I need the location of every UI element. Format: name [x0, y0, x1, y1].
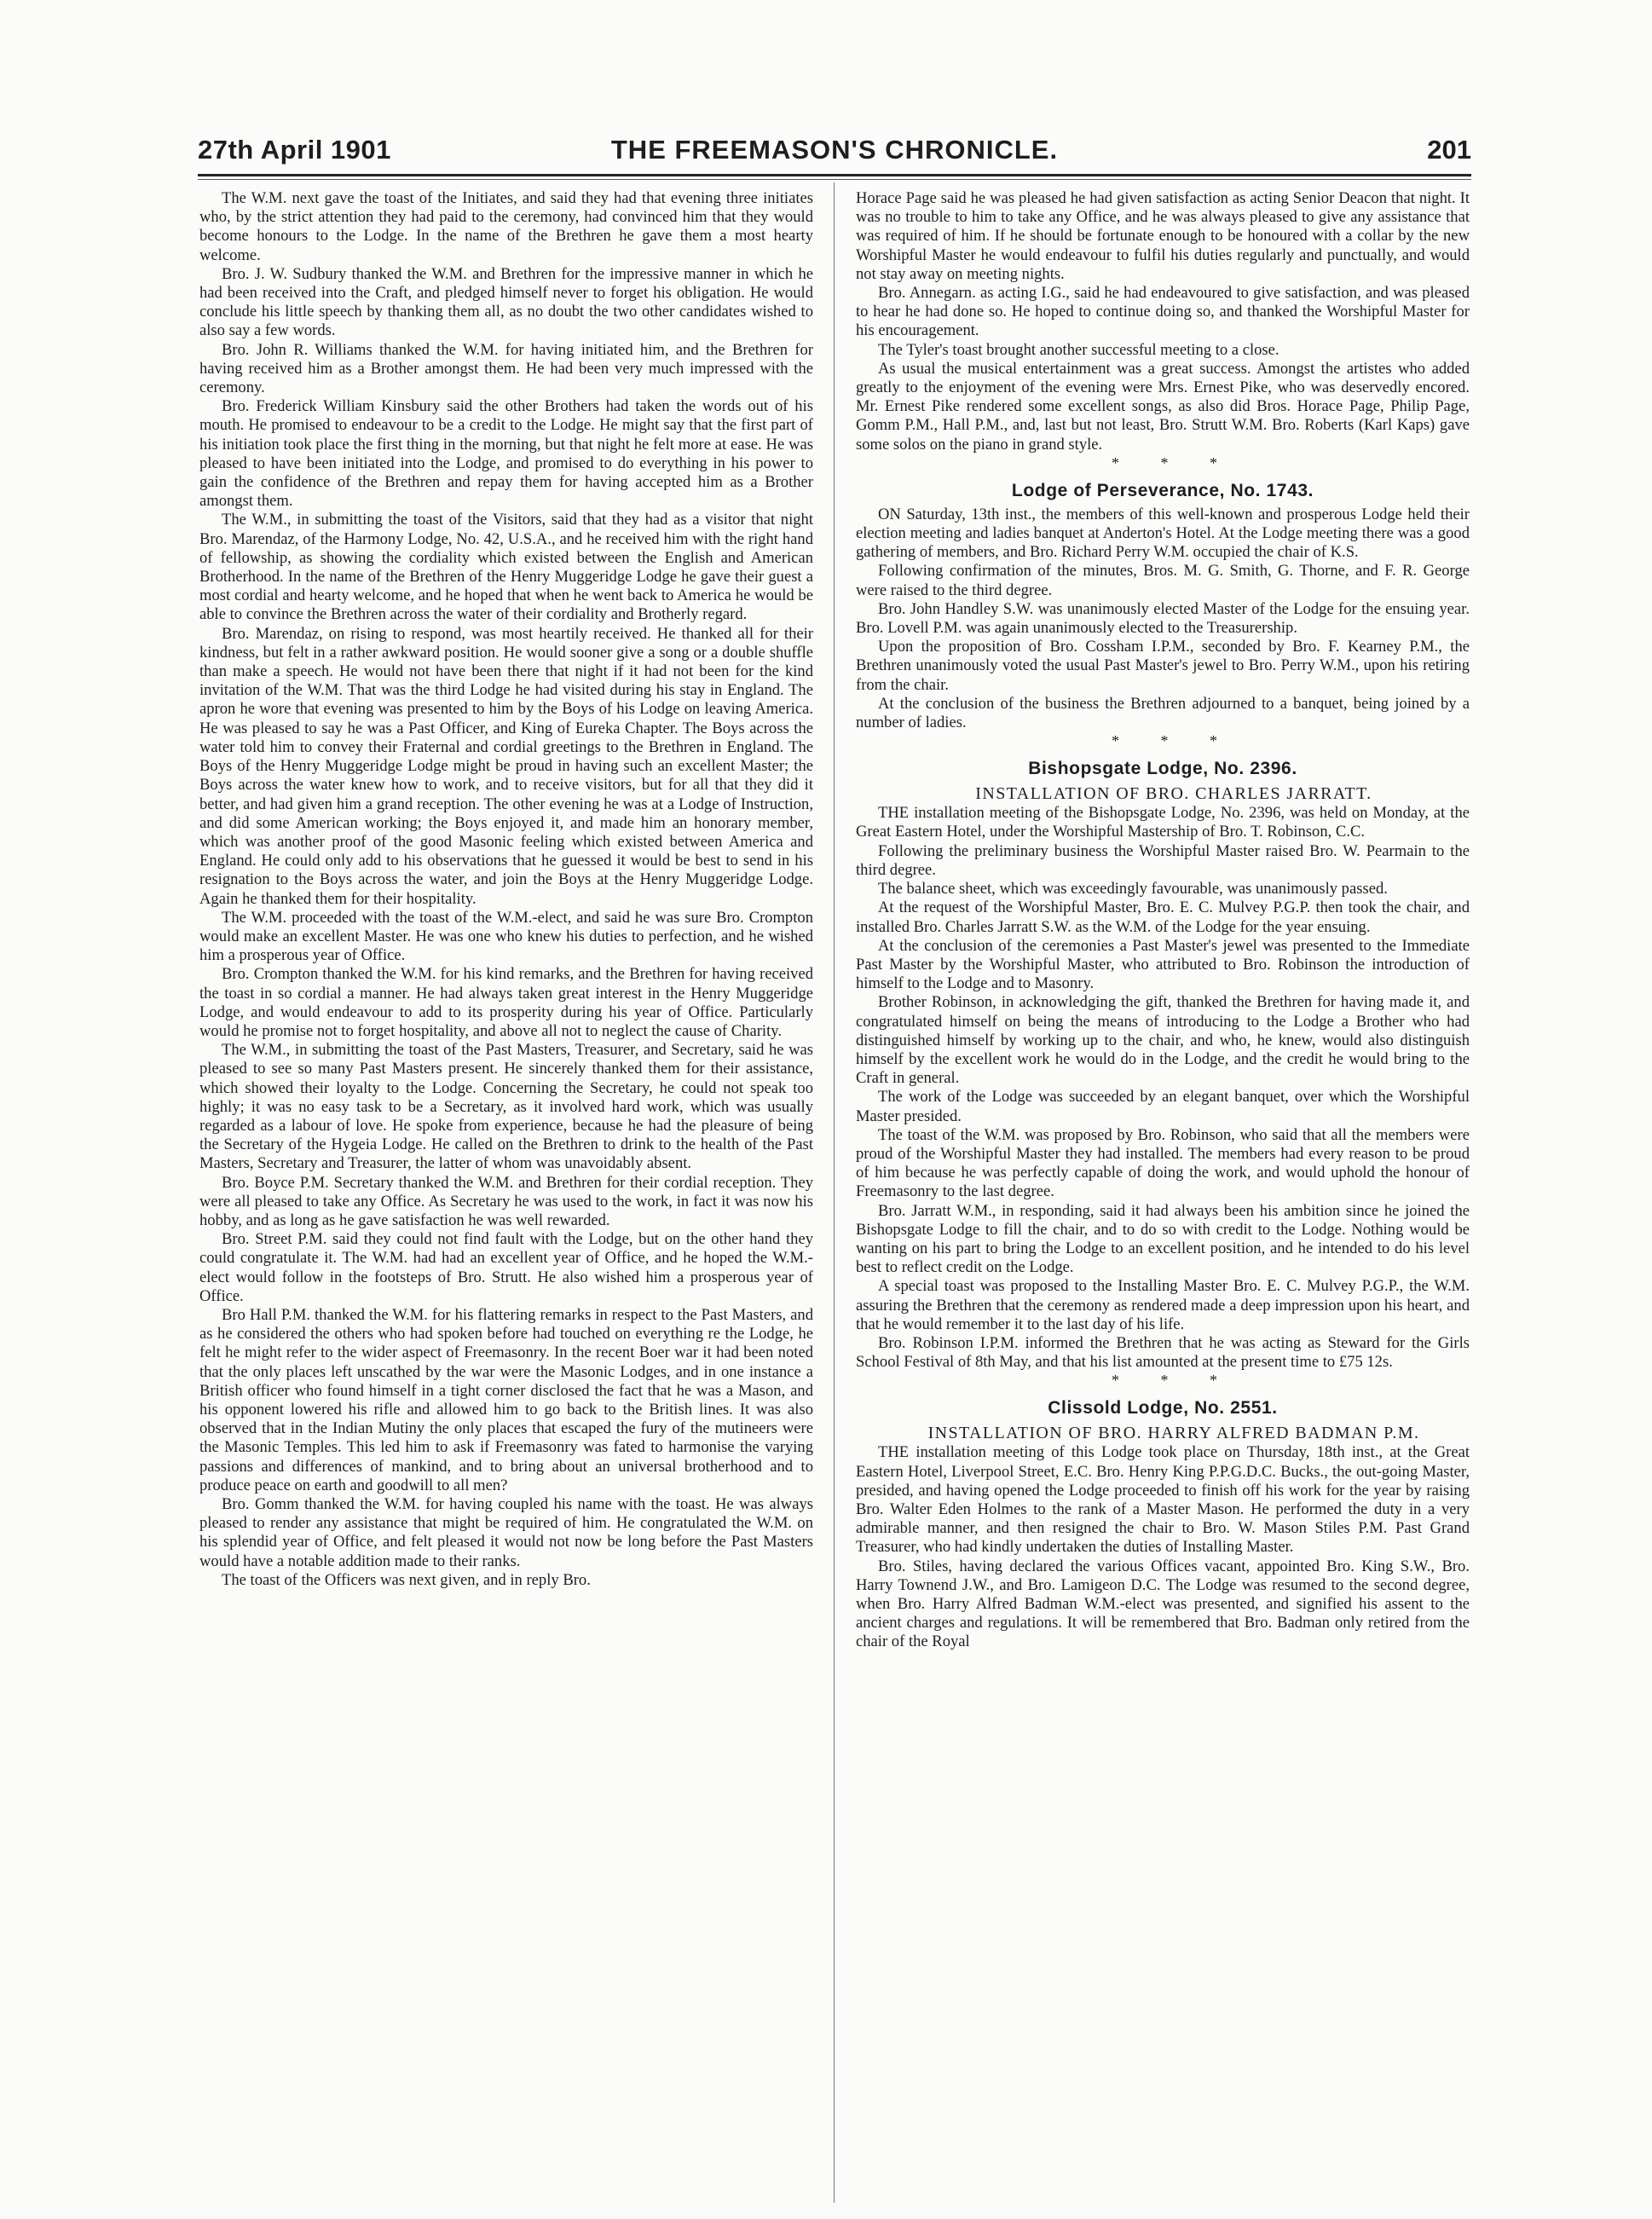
paragraph: The toast of the W.M. was proposed by Bro. Robinson, who said that all the members were proud of the Worshipful Master they had installed. The members had every reason to be proud of him because he was perfectly capable of doing the work, and would uphold the honour of Freemasonry to the last degree.: [856, 1125, 1470, 1201]
paragraph: Bro. Street P.M. said they could not find fault with the Lodge, but on the other hand they could congratulate it. The W.M. had had an excellent year of Office, and he hoped the W.M.-elect would follow in the footsteps of Bro. Strutt. He also wished him a prosperous year of Office.: [199, 1230, 813, 1305]
paragraph: Upon the proposition of Bro. Cossham I.P.M., seconded by Bro. F. Kearney P.M., the Brethren unanimously voted the usual Past Master's jewel to Bro. Perry W.M., upon his retiring from the chair.: [856, 638, 1470, 694]
paragraph: ON Saturday, 13th inst., the members of this well-known and prosperous Lodge held their election meeting and ladies banquet at Anderton's Hotel. At the Lodge meeting there was a good gathering of members, and Bro. Richard Perry W.M. occupied the chair of K.S.: [856, 505, 1470, 562]
paragraph: THE installation meeting of the Bishopsgate Lodge, No. 2396, was held on Monday, at the Great Eastern Hotel, under the Worshipful Mastership of Bro. T. Robinson, C.C.: [856, 804, 1470, 841]
paragraph: The W.M. proceeded with the toast of the W.M.-elect, and said he was sure Bro. Crompton would make an excellent Master. He was one who knew his duties to perfection, and he wished him a prosperous year of Office.: [199, 908, 813, 965]
paragraph: Bro. J. W. Sudbury thanked the W.M. and Brethren for the impressive manner in which he had been received into the Craft, and pledged himself never to forget his obligation. He would conclude his little speech by thanking them all, as no doubt the two other candidates wished to also say a few words.: [199, 264, 813, 340]
section-separator: * * *: [1112, 732, 1236, 750]
paragraph: Horace Page said he was pleased he had given satisfaction as acting Senior Deacon that night. It was no trouble to him to take any Office, and he was always pleased to give any assistance that was required of him. If he should be fortunate enough to be honoured with a collar by the new Worshipful Master he would endeavour to fulfil his duties regularly and punctually, and would not stay away on meeting nights.: [856, 189, 1470, 283]
publication-title: THE FREEMASON'S CHRONICLE.: [610, 135, 1059, 165]
paragraph: The work of the Lodge was succeeded by an elegant banquet, over which the Worshipful Master presided.: [856, 1088, 1470, 1125]
paragraph: At the request of the Worshipful Master, Bro. E. C. Mulvey P.G.P. then took the chair, and installed Bro. Charles Jarratt S.W. as the W.M. of the Lodge for the year ensuing.: [856, 899, 1470, 936]
paragraph: Bro. Frederick William Kinsbury said the other Brothers had taken the words out of his mouth. He promised to endeavour to be a credit to the Lodge. He might say that the first part of his initiation took place the first thing in the morning, but that night he felt more at ease. He was pleased to have been initiated into the Lodge, and promised to do everything in his power to gain the confidence of the Brethren and repay them for having accepted him as a Brother amongst them.: [199, 397, 813, 511]
paragraph: Brother Robinson, in acknowledging the gift, thanked the Brethren for having made it, and congratulated himself on being the means of introducing to the Lodge a Brother who had distinguished himself by working up to the chair, and who, he knew, would also distinguish himself by the excellent work he would do in the Lodge, and the credit he would bring to the Craft in general.: [856, 993, 1470, 1088]
paragraph: The balance sheet, which was exceedingly favourable, was unanimously passed.: [878, 880, 1388, 899]
paragraph: The W.M. next gave the toast of the Initiates, and said they had that evening three initiates who, by the strict attention they had paid to the ceremony, had convinced him that they would become honours to the Lodge. In the name of the Brethren he gave them a most hearty welcome.: [199, 189, 813, 264]
masthead: [198, 135, 1471, 169]
section-heading: Bishopsgate Lodge, No. 2396.: [1028, 759, 1297, 779]
paragraph: At the conclusion of the business the Brethren adjourned to a banquet, being joined by a number of ladies.: [856, 694, 1470, 732]
paragraph: THE installation meeting of this Lodge took place on Thursday, 18th inst., at the Great Eastern Hotel, Liverpool Street, E.C. Bro. Henry King P.P.G.D.C. Bucks., the out-going Master, presided, and having opened the Lodge proceeded to finish off his work for the year by raising Bro. Walter Eden Holmes to the rank of a Master Mason. He performed the duty in a very admirable manner, and then resigned the chair to Bro. W. Mason Stiles P.M. Past Grand Treasurer, who had kindly undertaken the duties of Installing Master.: [856, 1443, 1470, 1557]
paragraph: Bro. John Handley S.W. was unanimously elected Master of the Lodge for the ensuing year. Bro. Lovell P.M. was again unanimously elected to the Treasurership.: [856, 599, 1470, 638]
paragraph: A special toast was proposed to the Installing Master Bro. E. C. Mulvey P.G.P., the W.M. assuring the Brethren that the ceremony as rendered made a deep impression upon his heart, and that he would remember it to the last day of his life.: [856, 1277, 1470, 1333]
paragraph: Bro. Annegarn. as acting I.G., said he had endeavoured to give satisfaction, and was pleased to hear he had done so. He hoped to continue doing so, and thanked the Worshipful Master for his encouragement.: [856, 284, 1470, 340]
paragraph: At the conclusion of the ceremonies a Past Master's jewel was presented to the Immediate Past Master by the Worshipful Master, who attributed to Bro. Robinson the introduction of himself to the Lodge and to Masonry.: [856, 936, 1470, 993]
paragraph: The Tyler's toast brought another successful meeting to a close.: [878, 340, 1279, 359]
paragraph: The W.M., in submitting the toast of the Visitors, said that they had as a visitor that night Bro. Marendaz, of the Harmony Lodge, No. 42, U.S.A., and he received him with the right hand of fellowship, as showing the cordiality which existed between the English and American Brotherhood. In the name of the Brethren of the Henry Muggeridge Lodge he gave their guest a most cordial and hearty welcome, and he hoped that when he went back to America he would be able to convince the Brethren across the water of their cordiality and Brotherly regard.: [199, 511, 813, 624]
paragraph: The W.M., in submitting the toast of the Past Masters, Treasurer, and Secretary, said he was pleased to see so many Past Masters present. He sincerely thanked them for their assistance, which showed their loyalty to the Lodge. Concerning the Secretary, he could not speak too highly; it was no easy task to be a Secretary, as it involved hard work, which was usually regarded as a labour of love. He spoke from experience, because he had the pleasure of being the Secretary of the Hygeia Lodge. He called on the Brethren to drink to the health of the Past Masters, Secretary and Treasurer, the latter of whom was unavoidably absent.: [199, 1041, 813, 1173]
column-divider: [834, 182, 835, 2203]
section-heading: Lodge of Perseverance, No. 1743.: [1011, 480, 1314, 500]
paragraph: The toast of the Officers was next given, and in reply Bro.: [222, 1570, 591, 1589]
section-subheading: INSTALLATION OF BRO. HARRY ALFRED BADMAN P.M.: [927, 1424, 1420, 1443]
paragraph: Bro. Gomm thanked the W.M. for having coupled his name with the toast. He was always pleased to render any assistance that might be required of him. He congratulated the W.M. on his splendid year of Office, and felt pleased it would not now be long before the Past Masters would have a notable addition made to their ranks.: [199, 1495, 813, 1570]
paragraph: Bro. Boyce P.M. Secretary thanked the W.M. and Brethren for their cordial reception. They were all pleased to take any Office. As Secretary he was used to the work, in fact it was now his hobby, and as long as he gave satisfaction he was well rewarded.: [199, 1173, 813, 1229]
section-subheading: INSTALLATION OF BRO. CHARLES JARRATT.: [975, 784, 1372, 804]
paragraph: Bro. Crompton thanked the W.M. for his kind remarks, and the Brethren for having received the toast in so cordial a manner. He had always taken great interest in the Henry Muggeridge Lodge, and would endeavour to add to its prosperity during his year of Office. Particularly would he promise not to forget hospitality, and above all not to neglect the cause of Charity.: [199, 965, 813, 1040]
issue-date: 27th April 1901: [198, 135, 391, 165]
left-column: [199, 189, 813, 1590]
paragraph: Bro Hall P.M. thanked the W.M. for his flattering remarks in respect to the Past Masters, and as he considered the others who had spoken before had touched on everything re the Lodge, he felt he might refer to the wider aspect of Freemasonry. In the recent Boer war it had been noted that the only places left unscathed by the war were the Masonic Lodges, and in one instance a British officer who found himself in a tight corner disclosed the fact that he was a Mason, and his opponent lowered his rifle and allowed him to go back to the British lines. It was also observed that in the Indian Mutiny the only places that escaped the fury of the mutineers were the Masonic Temples. This led him to ask if Freemasonry was fated to harmonise the varying passions and differences of mankind, and to bring about an universal brotherhood and to produce peace on earth and goodwill to all men?: [199, 1305, 813, 1494]
paragraph: Bro. John R. Williams thanked the W.M. for having initiated him, and the Brethren for having received him as a Brother amongst them. He had been very much impressed with the ceremony.: [199, 340, 813, 397]
section-separator: * * *: [1112, 454, 1236, 471]
paragraph: Bro. Robinson I.P.M. informed the Brethren that he was acting as Steward for the Girls School Festival of 8th May, and that his list amounted at the present time to £75 12s.: [856, 1333, 1470, 1372]
paragraph: As usual the musical entertainment was a great success. Amongst the artistes who added greatly to the enjoyment of the evening were Mrs. Ernest Pike, who was deservedly encored. Mr. Ernest Pike rendered some excellent songs, as also did Bros. Horace Page, Philip Page, Gomm P.M., Hall P.M., and, last but not least, Bro. Strutt W.M. Bro. Roberts (Karl Kaps) gave some solos on the piano in grand style.: [856, 359, 1470, 454]
paragraph: Following confirmation of the minutes, Bros. M. G. Smith, G. Thorne, and F. R. George were raised to the third degree.: [856, 562, 1470, 599]
paragraph: Bro. Stiles, having declared the various Offices vacant, appointed Bro. King S.W., Bro. Harry Townend J.W., and Bro. Lamigeon D.C. The Lodge was resumed to the second degree, when Bro. Harry Alfred Badman W.M.-elect was presented, and signified his assent to the ancient charges and regulations. It will be remembered that Bro. Badman only retired from the chair of the Royal: [856, 1557, 1470, 1651]
section-heading: Clissold Lodge, No. 2551.: [1048, 1398, 1278, 1419]
header-rule-thin: [198, 179, 1471, 180]
header-rule: [198, 174, 1471, 176]
page-number: 201: [1427, 135, 1471, 165]
paragraph: Bro. Jarratt W.M., in responding, said it had always been his ambition since he joined the Bishopsgate Lodge to fill the chair, and to do so with credit to the Lodge. Nothing would be wanting on his part to bring the Lodge to an excellent position, and he intended to do his level best to reflect credit on the Lodge.: [856, 1201, 1470, 1277]
right-column: [856, 189, 1470, 1652]
paragraph: Bro. Marendaz, on rising to respond, was most heartily received. He thanked all for their kindness, but felt in a rather awkward position. He would sooner give a song or a double shuffle than make a speech. He would not have been there that night if it had not been for the kind invitation of the W.M. That was the third Lodge he had visited during his stay in England. The apron he wore that evening was presented to him by the Boys of his Lodge on leaving America. He was pleased to say he was a Past Officer, and King of Eureka Chapter. The Boys across the water told him to convey their Fraternal and cordial greetings to the Brethren in England. The Boys of the Henry Muggeridge Lodge might be proud in having such an excellent Master; the Boys across the water knew how to work, and to receive visitors, but for all that they did it better, and had given him a grand reception. The other evening he was at a Lodge of Instruction, and did some American working; the Boys enjoyed it, and made him an honorary member, which was another proof of the good Masonic feeling which existed between America and England. He could only add to his observations that he guessed it would be best to send in his resignation to the Boys across the water, and join the Boys at the Henry Muggeridge Lodge. Again he thanked them for their hospitality.: [199, 624, 813, 908]
section-separator: * * *: [1112, 1372, 1236, 1390]
paragraph: Following the preliminary business the Worshipful Master raised Bro. W. Pearmain to the third degree.: [856, 841, 1470, 879]
